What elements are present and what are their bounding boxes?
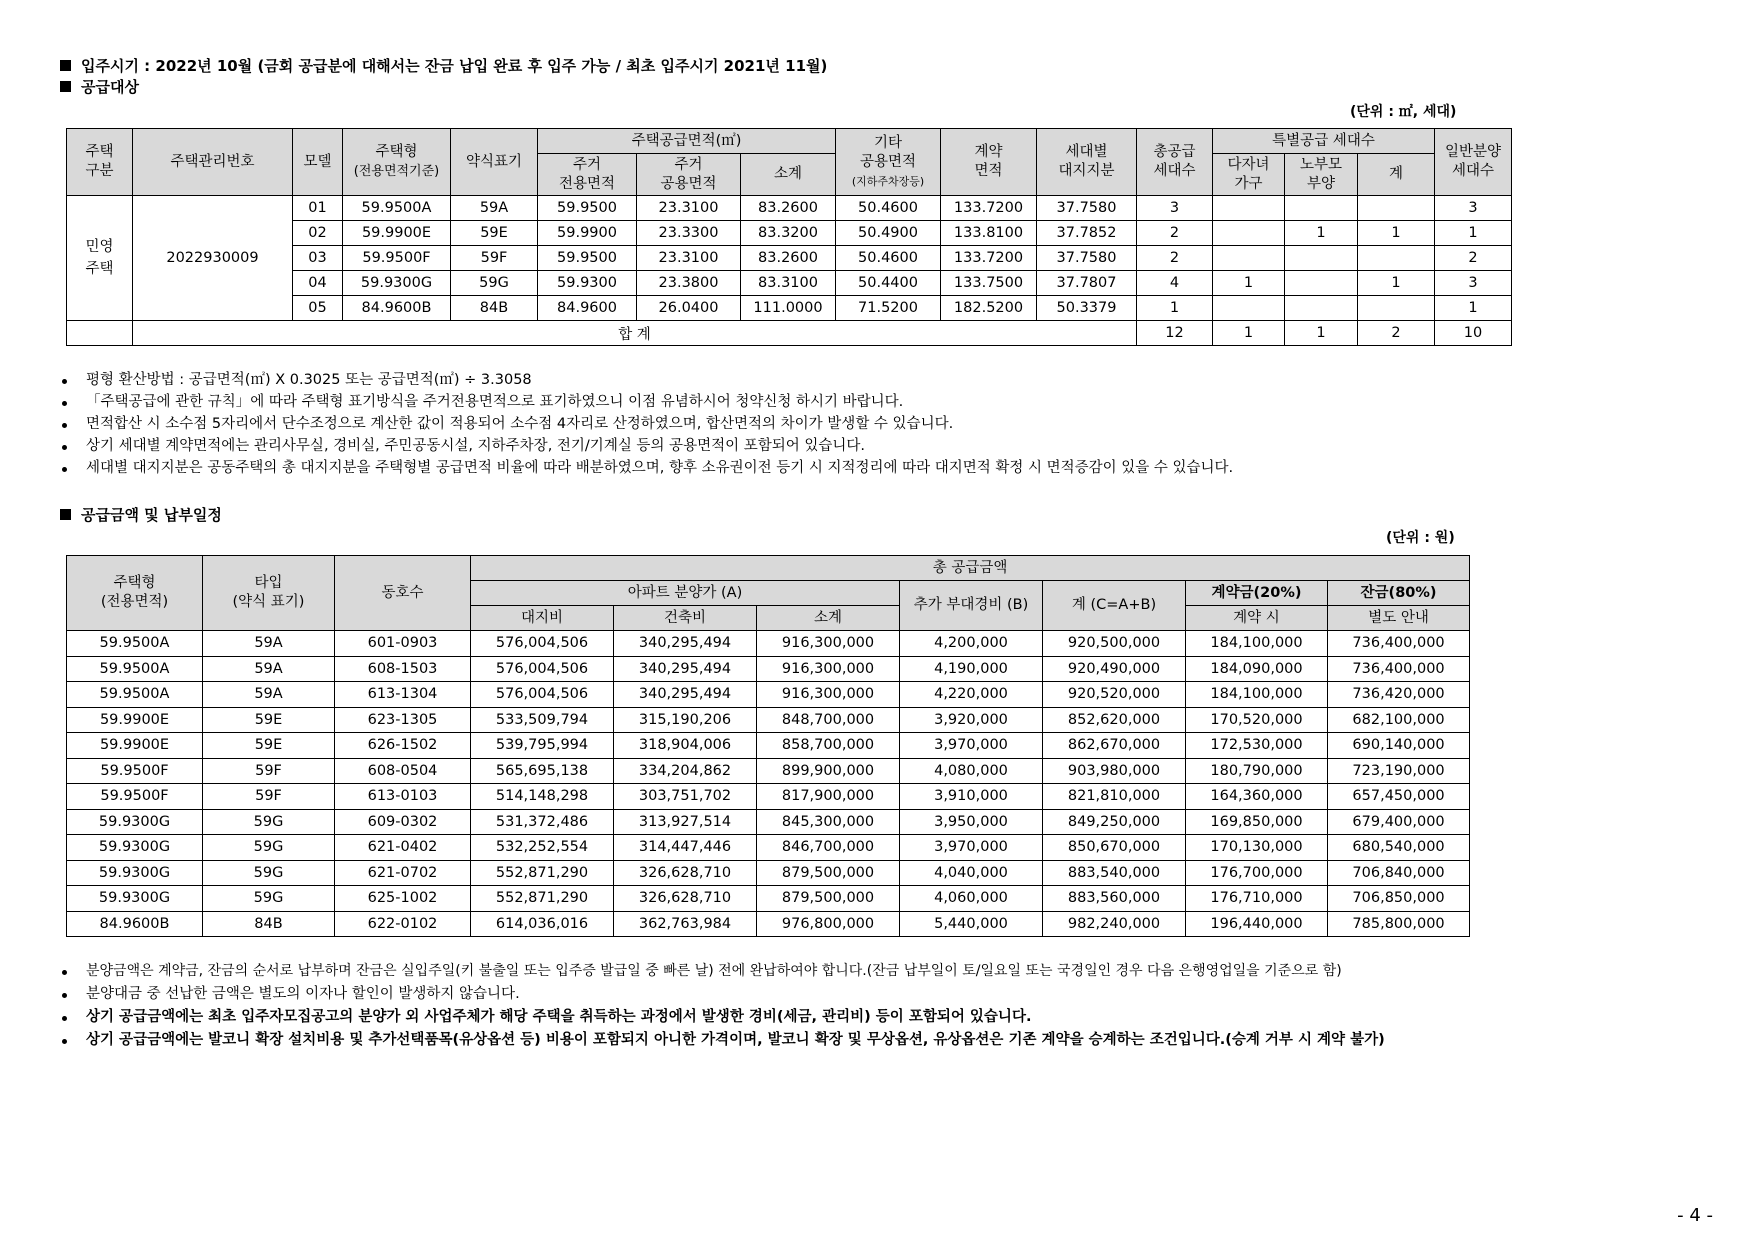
cell-type: 59.9300G [67, 809, 203, 835]
cell-land: 576,004,506 [471, 682, 614, 708]
cell-multi [1213, 246, 1285, 271]
cell-type: 59.9900E [67, 733, 203, 759]
other-common-label: 기타 공용면적 [859, 134, 917, 170]
cell-bld: 340,295,494 [614, 631, 757, 657]
cell-unit: 613-1304 [335, 682, 471, 708]
cell-sum: 903,980,000 [1043, 758, 1186, 784]
other-common-sub: (지하주차장등) [851, 174, 925, 188]
cell-unit: 601-0903 [335, 631, 471, 657]
note-item: 분양대금 중 선납한 금액은 별도의 이자나 할인이 발생하지 않습니다. [60, 983, 1385, 1006]
cell-model: 02 [293, 221, 343, 246]
cell-bld: 340,295,494 [614, 656, 757, 682]
supply-target-heading [60, 77, 139, 97]
table-row [67, 707, 1470, 733]
cell-short: 59A [203, 656, 335, 682]
cell-sub: 899,900,000 [757, 758, 900, 784]
cell-extra: 5,440,000 [900, 911, 1043, 937]
note-item: 「주택공급에 관한 규칙」에 따라 주택형 표기방식을 주거전용면적으로 표기하였으니 이점 유념하시어 청약신청 하시기 바랍니다. [60, 391, 1233, 413]
col-house-type: 주택형 (전용면적) [67, 556, 203, 631]
cell-sp [1358, 296, 1435, 321]
cell-total: 2 [1137, 221, 1213, 246]
table-row [67, 809, 1470, 835]
cell-dep: 170,520,000 [1186, 707, 1328, 733]
table-row [67, 631, 1470, 657]
cell-dep: 184,100,000 [1186, 682, 1328, 708]
cell-contract: 182.5200 [941, 296, 1037, 321]
cell-land: 552,871,290 [471, 860, 614, 886]
cell-other: 50.4600 [836, 196, 941, 221]
cell-bal: 682,100,000 [1328, 707, 1470, 733]
note-item: 상기 세대별 계약면적에는 관리사무실, 경비실, 주민공동시설, 지하주차장, 전기/기계실 등의 공용면적이 포함되어 있습니다. [60, 435, 1233, 457]
price-heading [60, 505, 222, 525]
cell-extra: 4,220,000 [900, 682, 1043, 708]
cell-total: 4 [1137, 271, 1213, 296]
table-row [67, 911, 1470, 937]
cell-type: 84.9600B [343, 296, 451, 321]
cell-sum: 862,670,000 [1043, 733, 1186, 759]
col-area-subtotal: 소계 [741, 154, 836, 196]
col-supply-area: 주택공급면적(㎡) [538, 129, 836, 154]
table-row [67, 733, 1470, 759]
cell-general: 2 [1435, 246, 1512, 271]
housing-type-cell: 민영 주택 [67, 196, 133, 321]
cell-land: 539,795,994 [471, 733, 614, 759]
cell-extra: 4,080,000 [900, 758, 1043, 784]
unit-label-area: (단위 : ㎡, 세대) [1350, 104, 1457, 120]
cell-bld: 326,628,710 [614, 886, 757, 912]
cell-land: 614,036,016 [471, 911, 614, 937]
col-balance-sub: 별도 안내 [1328, 606, 1470, 631]
cell-short: 59G [203, 809, 335, 835]
cell-bal: 706,850,000 [1328, 886, 1470, 912]
col-housing-type: 주택 구분 [67, 129, 133, 196]
cell-short: 59G [451, 271, 538, 296]
col-general-units: 일반분양 세대수 [1435, 129, 1512, 196]
cell-sub: 83.2600 [741, 246, 836, 271]
cell-dep: 164,360,000 [1186, 784, 1328, 810]
cell-short: 59G [203, 860, 335, 886]
unit-label-price: (단위 : 원) [1386, 530, 1455, 546]
table-row [67, 758, 1470, 784]
total-total: 12 [1137, 321, 1213, 346]
cell-dep: 170,130,000 [1186, 835, 1328, 861]
total-row [67, 321, 1512, 346]
cell-common: 23.3800 [637, 271, 741, 296]
col-contract-area: 계약 면적 [941, 129, 1037, 196]
cell-sum: 920,500,000 [1043, 631, 1186, 657]
cell-short: 84B [203, 911, 335, 937]
cell-common: 23.3100 [637, 196, 741, 221]
cell-common: 23.3100 [637, 246, 741, 271]
supply-table [66, 128, 1512, 346]
cell-parent: 1 [1285, 221, 1358, 246]
cell-land: 37.7580 [1037, 246, 1137, 271]
cell-short: 59E [451, 221, 538, 246]
cell-dep: 196,440,000 [1186, 911, 1328, 937]
total-parent: 1 [1285, 321, 1358, 346]
col-unit-no: 동호수 [335, 556, 471, 631]
table-row [67, 196, 1512, 221]
cell-sub: 111.0000 [741, 296, 836, 321]
col-house-type [343, 129, 451, 196]
cell-sp: 1 [1358, 221, 1435, 246]
cell-bld: 303,751,702 [614, 784, 757, 810]
table-row [67, 784, 1470, 810]
cell-sum: 852,620,000 [1043, 707, 1186, 733]
col-multi-child: 다자녀 가구 [1213, 154, 1285, 196]
cell-unit: 621-0402 [335, 835, 471, 861]
cell-other: 71.5200 [836, 296, 941, 321]
col-total-units: 총공급 세대수 [1137, 129, 1213, 196]
col-model: 모델 [293, 129, 343, 196]
cell-dep: 184,090,000 [1186, 656, 1328, 682]
cell-sub: 916,300,000 [757, 682, 900, 708]
cell-bal: 736,400,000 [1328, 656, 1470, 682]
cell-land: 531,372,486 [471, 809, 614, 835]
col-special-sum: 계 [1358, 154, 1435, 196]
cell-bal: 736,420,000 [1328, 682, 1470, 708]
table-row [67, 860, 1470, 886]
col-mgmt-no: 주택관리번호 [133, 129, 293, 196]
col-other-common [836, 129, 941, 196]
cell-general: 3 [1435, 196, 1512, 221]
cell-bal: 657,450,000 [1328, 784, 1470, 810]
cell-model: 01 [293, 196, 343, 221]
cell-parent [1285, 246, 1358, 271]
cell-short: 59E [203, 707, 335, 733]
cell-bld: 362,763,984 [614, 911, 757, 937]
note-item: 세대별 대지지분은 공동주택의 총 대지지분을 주택형별 공급면적 비율에 따라 배분하였으며, 향후 소유권이전 등기 시 지적정리에 따라 대지면적 확정 시 면적증감이 있을 수 있습니다. [60, 457, 1233, 479]
move-in-heading [60, 56, 827, 76]
cell-dep: 184,100,000 [1186, 631, 1328, 657]
cell-type: 59.9500A [67, 631, 203, 657]
cell-dep: 180,790,000 [1186, 758, 1328, 784]
cell-unit: 626-1502 [335, 733, 471, 759]
col-price-subtotal: 소계 [757, 606, 900, 631]
price-notes [60, 960, 1385, 1052]
total-sp: 2 [1358, 321, 1435, 346]
cell-land: 552,871,290 [471, 886, 614, 912]
cell-bal: 736,400,000 [1328, 631, 1470, 657]
cell-type: 59.9300G [343, 271, 451, 296]
cell-sub: 845,300,000 [757, 809, 900, 835]
cell-contract: 133.7200 [941, 246, 1037, 271]
cell-extra: 3,910,000 [900, 784, 1043, 810]
cell-unit: 621-0702 [335, 860, 471, 886]
house-type-sub: (전용면적기준) [353, 164, 440, 179]
move-in-text: 입주시기 : 2022년 10월 (금회 공급분에 대해서는 잔금 납입 완료 후 입주 가능 / 최초 입주시기 2021년 11월) [81, 57, 828, 75]
col-building-cost: 건축비 [614, 606, 757, 631]
col-extra-cost: 추가 부대경비 (B) [900, 581, 1043, 631]
cell-contract: 133.7500 [941, 271, 1037, 296]
cell-sub: 976,800,000 [757, 911, 900, 937]
note-item: 상기 공급금액에는 발코니 확장 설치비용 및 추가선택품목(유상옵션 등) 비용이 포함되지 아니한 가격이며, 발코니 확장 및 무상옵션, 유상옵션은 기존 계약을 승계하는 조건입니다.(승계 거부 시 계약 불가) [60, 1029, 1385, 1052]
cell-type: 59.9500A [67, 656, 203, 682]
cell-excl: 84.9600 [538, 296, 637, 321]
cell-common: 26.0400 [637, 296, 741, 321]
cell-total: 1 [1137, 296, 1213, 321]
col-land-cost: 대지비 [471, 606, 614, 631]
cell-bal: 680,540,000 [1328, 835, 1470, 861]
cell-type: 59.9500F [67, 758, 203, 784]
cell-total: 2 [1137, 246, 1213, 271]
cell-sub: 916,300,000 [757, 631, 900, 657]
col-short: 약식표기 [451, 129, 538, 196]
cell-multi: 1 [1213, 271, 1285, 296]
cell-unit: 623-1305 [335, 707, 471, 733]
cell-type: 59.9500A [67, 682, 203, 708]
price-title: 공급금액 및 납부일정 [81, 506, 222, 524]
cell-short: 84B [451, 296, 538, 321]
total-label: 합 계 [133, 321, 1137, 346]
cell-contract: 133.7200 [941, 196, 1037, 221]
cell-bld: 313,927,514 [614, 809, 757, 835]
table-row [67, 682, 1470, 708]
cell-land: 565,695,138 [471, 758, 614, 784]
cell-sub: 817,900,000 [757, 784, 900, 810]
cell-extra: 3,970,000 [900, 835, 1043, 861]
cell-excl: 59.9300 [538, 271, 637, 296]
cell-sp [1358, 196, 1435, 221]
col-land-share: 세대별 대지지분 [1037, 129, 1137, 196]
col-special-supply: 특별공급 세대수 [1213, 129, 1435, 154]
cell-bal: 785,800,000 [1328, 911, 1470, 937]
cell-extra: 4,190,000 [900, 656, 1043, 682]
cell-extra: 3,950,000 [900, 809, 1043, 835]
col-deposit-sub: 계약 시 [1186, 606, 1328, 631]
cell-other: 50.4900 [836, 221, 941, 246]
cell-general: 1 [1435, 296, 1512, 321]
cell-short: 59F [203, 784, 335, 810]
cell-extra: 3,970,000 [900, 733, 1043, 759]
cell-sum: 982,240,000 [1043, 911, 1186, 937]
cell-sub: 846,700,000 [757, 835, 900, 861]
table-row [67, 656, 1470, 682]
cell-dep: 169,850,000 [1186, 809, 1328, 835]
table-row [67, 835, 1470, 861]
cell-unit: 609-0302 [335, 809, 471, 835]
cell-general: 1 [1435, 221, 1512, 246]
cell-sub: 848,700,000 [757, 707, 900, 733]
cell-land: 37.7807 [1037, 271, 1137, 296]
cell-multi [1213, 196, 1285, 221]
cell-short: 59F [203, 758, 335, 784]
cell-sub: 83.3100 [741, 271, 836, 296]
cell-bld: 340,295,494 [614, 682, 757, 708]
cell-bal: 679,400,000 [1328, 809, 1470, 835]
cell-sum: 850,670,000 [1043, 835, 1186, 861]
total-general: 10 [1435, 321, 1512, 346]
table-row [67, 886, 1470, 912]
cell-model: 05 [293, 296, 343, 321]
cell-parent [1285, 296, 1358, 321]
cell-sub: 879,500,000 [757, 886, 900, 912]
cell-type: 59.9300G [67, 860, 203, 886]
cell-bld: 318,904,006 [614, 733, 757, 759]
cell-sum: 821,810,000 [1043, 784, 1186, 810]
cell-sub: 858,700,000 [757, 733, 900, 759]
note-item: 상기 공급금액에는 최초 입주자모집공고의 분양가 외 사업주체가 해당 주택을 취득하는 과정에서 발생한 경비(세금, 관리비) 등이 포함되어 있습니다. [60, 1006, 1385, 1029]
cell-short: 59A [203, 631, 335, 657]
cell-multi [1213, 221, 1285, 246]
cell-land: 576,004,506 [471, 631, 614, 657]
supply-target-title: 공급대상 [81, 78, 139, 96]
cell-dep: 176,710,000 [1186, 886, 1328, 912]
cell-dep: 172,530,000 [1186, 733, 1328, 759]
price-table [66, 555, 1470, 937]
cell-bld: 334,204,862 [614, 758, 757, 784]
cell-other: 50.4400 [836, 271, 941, 296]
cell-other: 50.4600 [836, 246, 941, 271]
square-bullet-icon [60, 60, 71, 71]
cell-extra: 4,040,000 [900, 860, 1043, 886]
cell-short: 59A [451, 196, 538, 221]
cell-excl: 59.9900 [538, 221, 637, 246]
cell-type: 59.9500F [67, 784, 203, 810]
note-item: 평형 환산방법 : 공급면적(㎡) X 0.3025 또는 공급면적(㎡) ÷ 3.3058 [60, 369, 1233, 391]
cell-sum: 920,490,000 [1043, 656, 1186, 682]
cell-parent [1285, 271, 1358, 296]
area-notes [60, 369, 1233, 479]
cell-land: 533,509,794 [471, 707, 614, 733]
cell-sum: 883,560,000 [1043, 886, 1186, 912]
cell-sum: 883,540,000 [1043, 860, 1186, 886]
cell-multi [1213, 296, 1285, 321]
cell-sub: 916,300,000 [757, 656, 900, 682]
cell-extra: 4,060,000 [900, 886, 1043, 912]
cell-type: 59.9300G [67, 835, 203, 861]
cell-bal: 690,140,000 [1328, 733, 1470, 759]
cell-extra: 3,920,000 [900, 707, 1043, 733]
cell-extra: 4,200,000 [900, 631, 1043, 657]
cell-excl: 59.9500 [538, 246, 637, 271]
mgmt-no-cell: 2022930009 [133, 196, 293, 321]
cell-land: 37.7580 [1037, 196, 1137, 221]
cell-dep: 176,700,000 [1186, 860, 1328, 886]
cell-model: 03 [293, 246, 343, 271]
cell-type: 59.9500A [343, 196, 451, 221]
cell-sum: 849,250,000 [1043, 809, 1186, 835]
cell-type: 59.9300G [67, 886, 203, 912]
square-bullet-icon [60, 81, 71, 92]
cell-unit: 608-0504 [335, 758, 471, 784]
cell-short: 59A [203, 682, 335, 708]
cell-land: 576,004,506 [471, 656, 614, 682]
cell-unit: 625-1002 [335, 886, 471, 912]
col-balance: 잔금(80%) [1328, 581, 1470, 606]
cell-type: 84.9600B [67, 911, 203, 937]
cell-type: 59.9500F [343, 246, 451, 271]
house-type-label: 주택형 [375, 144, 418, 160]
cell-excl: 59.9500 [538, 196, 637, 221]
square-bullet-icon [60, 509, 71, 520]
cell-sub: 83.2600 [741, 196, 836, 221]
cell-model: 04 [293, 271, 343, 296]
col-deposit: 계약금(20%) [1186, 581, 1328, 606]
col-common-area: 주거 공용면적 [637, 154, 741, 196]
cell-land: 50.3379 [1037, 296, 1137, 321]
cell-land: 37.7852 [1037, 221, 1137, 246]
cell-short: 59G [203, 835, 335, 861]
cell-bld: 315,190,206 [614, 707, 757, 733]
cell-short: 59F [451, 246, 538, 271]
cell-land: 532,252,554 [471, 835, 614, 861]
cell-sp [1358, 246, 1435, 271]
cell-unit: 622-0102 [335, 911, 471, 937]
page-number: - 4 - [1677, 1205, 1713, 1226]
cell-sub: 83.3200 [741, 221, 836, 246]
cell-land: 514,148,298 [471, 784, 614, 810]
cell-common: 23.3300 [637, 221, 741, 246]
cell-short: 59E [203, 733, 335, 759]
cell-sum: 920,520,000 [1043, 682, 1186, 708]
cell-total: 3 [1137, 196, 1213, 221]
total-empty-cell [67, 321, 133, 346]
cell-unit: 608-1503 [335, 656, 471, 682]
cell-parent [1285, 196, 1358, 221]
col-excl-area: 주거 전용면적 [538, 154, 637, 196]
cell-type: 59.9900E [67, 707, 203, 733]
cell-sub: 879,500,000 [757, 860, 900, 886]
col-type: 타입 (약식 표기) [203, 556, 335, 631]
total-multi: 1 [1213, 321, 1285, 346]
col-parent-support: 노부모 부양 [1285, 154, 1358, 196]
cell-bld: 314,447,446 [614, 835, 757, 861]
cell-type: 59.9900E [343, 221, 451, 246]
col-price-sum: 계 (C=A+B) [1043, 581, 1186, 631]
cell-bal: 706,840,000 [1328, 860, 1470, 886]
col-total-price: 총 공급금액 [471, 556, 1470, 581]
cell-short: 59G [203, 886, 335, 912]
cell-general: 3 [1435, 271, 1512, 296]
cell-sp: 1 [1358, 271, 1435, 296]
note-item: 분양금액은 계약금, 잔금의 순서로 납부하며 잔금은 실입주일(키 불출일 또는 입주증 발급일 중 빠른 날) 전에 완납하여야 합니다.(잔금 납부일이 토/일요일 또는 국경일인 경우 다음 은행영업일을 기준으로 함) [60, 960, 1385, 983]
col-apt-price: 아파트 분양가 (A) [471, 581, 900, 606]
cell-unit: 613-0103 [335, 784, 471, 810]
cell-bld: 326,628,710 [614, 860, 757, 886]
note-item: 면적합산 시 소수점 5자리에서 단수조정으로 계산한 값이 적용되어 소수점 4자리로 산정하였으며, 합산면적의 차이가 발생할 수 있습니다. [60, 413, 1233, 435]
cell-bal: 723,190,000 [1328, 758, 1470, 784]
cell-contract: 133.8100 [941, 221, 1037, 246]
